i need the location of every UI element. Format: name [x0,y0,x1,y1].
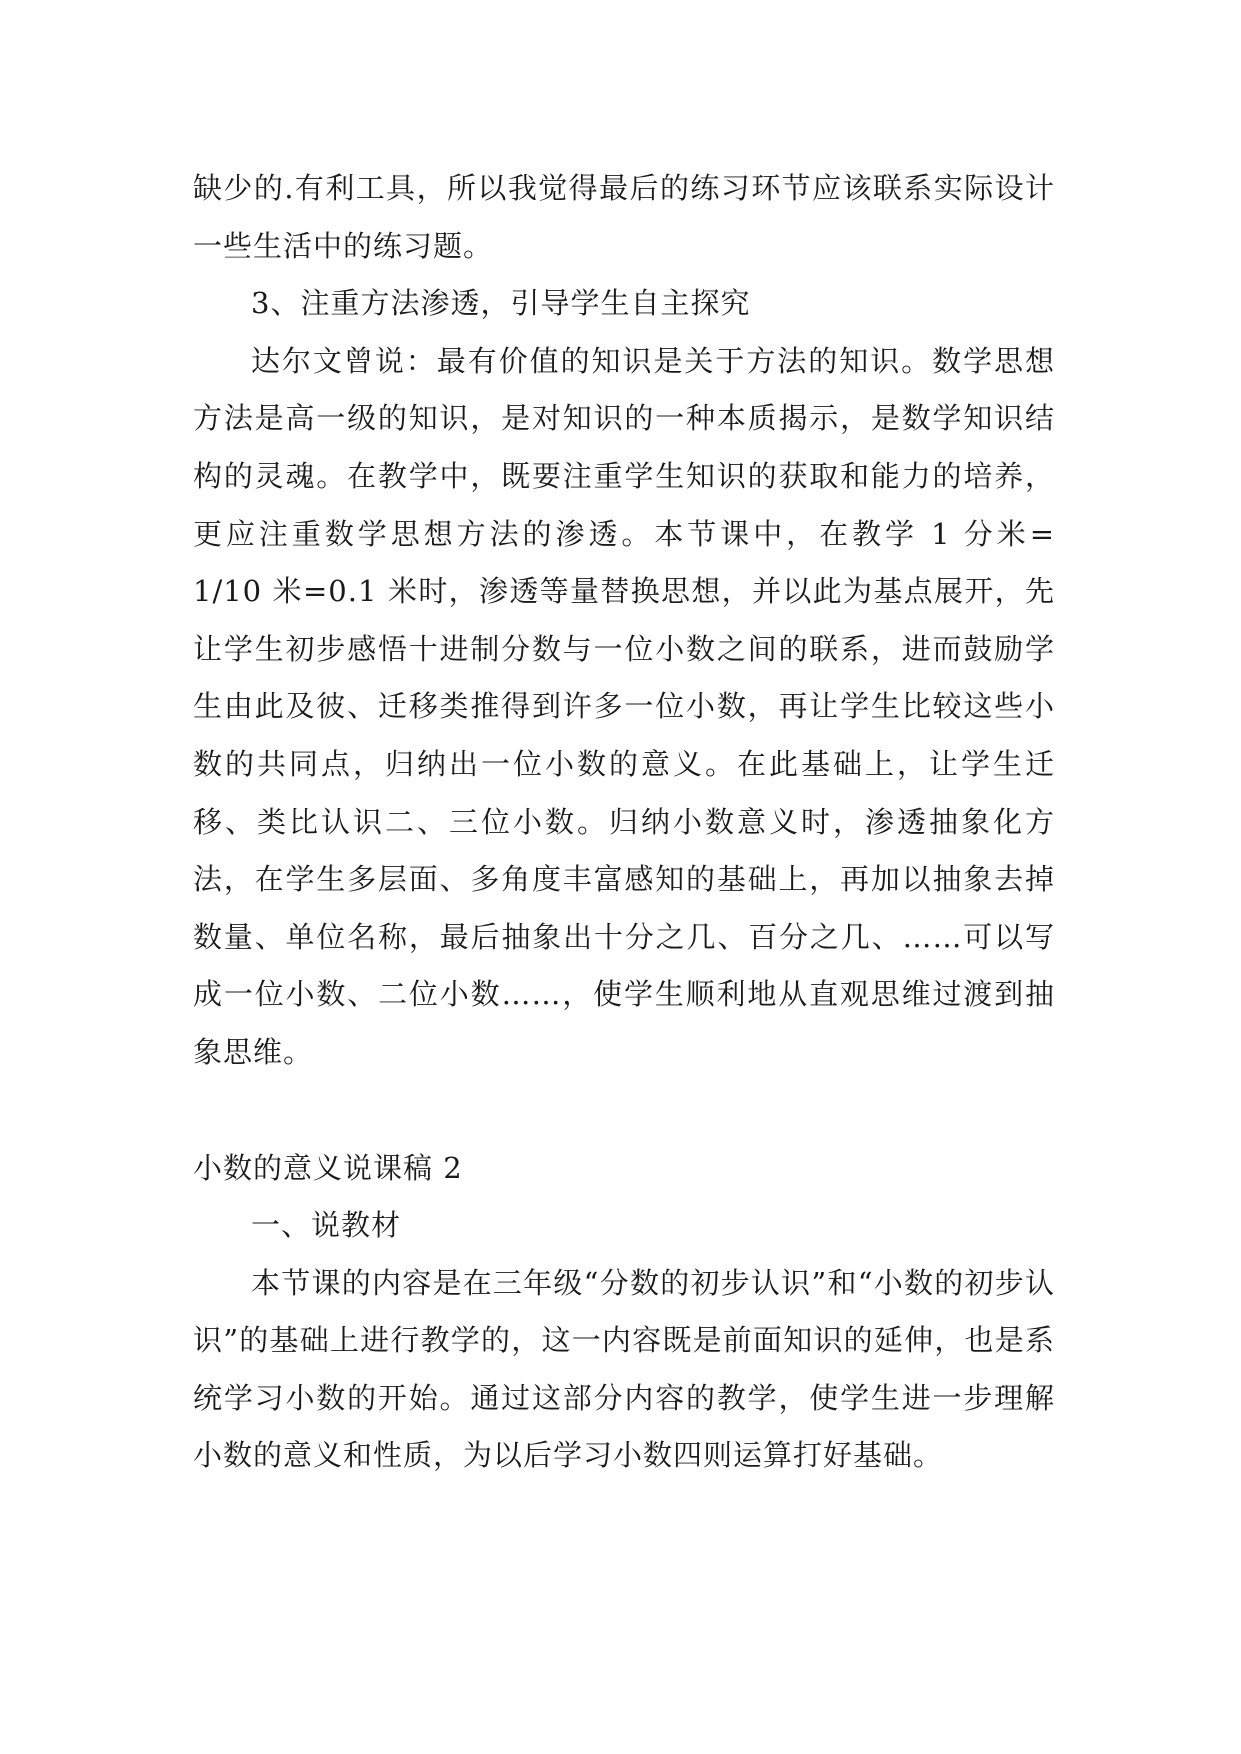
paragraph-darwin-quote: 达尔文曾说：最有价值的知识是关于方法的知识。数学思想方法是高一级的知识，是对知识的一种本质揭示，是数学知识结构的灵魂。在教学中，既要注重学生知识的获取和能力的培养，更应注重数学思想方法的渗透。本节课中，在教学 1 分米= 1/10 米=0.1 米时，渗透等量替换思想，并以此为基点展开，先让学生初步感悟十进制分数与一位小数之间的联系，进而鼓励学生由此及彼、迁移类推得到许多一位小数，再让学生比较这些小数的共同点，归纳出一位小数的意义。在此基础上，让学生迁移、类比认识二、三位小数。归纳小数意义时，渗透抽象化方法，在学生多层面、多角度丰富感知的基础上，再加以抽象去掉数量、单位名称，最后抽象出十分之几、百分之几、……可以写成一位小数、二位小数……，使学生顺利地从直观思维过渡到抽象思维。 [193,343,1055,1069]
paragraph-exercise-design: 缺少的.有利工具，所以我觉得最后的练习环节应该联系实际设计一些生活中的练习题。 [193,171,1055,263]
document-body [193,160,1055,1485]
subheading-teaching-material: 一、说教材 [251,1208,402,1243]
subheading-method-infiltration: 3、注重方法渗透，引导学生自主探究 [251,286,751,321]
section-gap [193,1082,1055,1140]
paragraph-lesson-content: 本节课的内容是在三年级“分数的初步认识”和“小数的初步认识”的基础上进行教学的，这一内容既是前面知识的延伸，也是系统学习小数的开始。通过这部分内容的教学，使学生进一步理解小数的意义和性质，为以后学习小数四则运算打好基础。 [193,1265,1055,1473]
section-title: 小数的意义说课稿 2 [193,1150,463,1185]
